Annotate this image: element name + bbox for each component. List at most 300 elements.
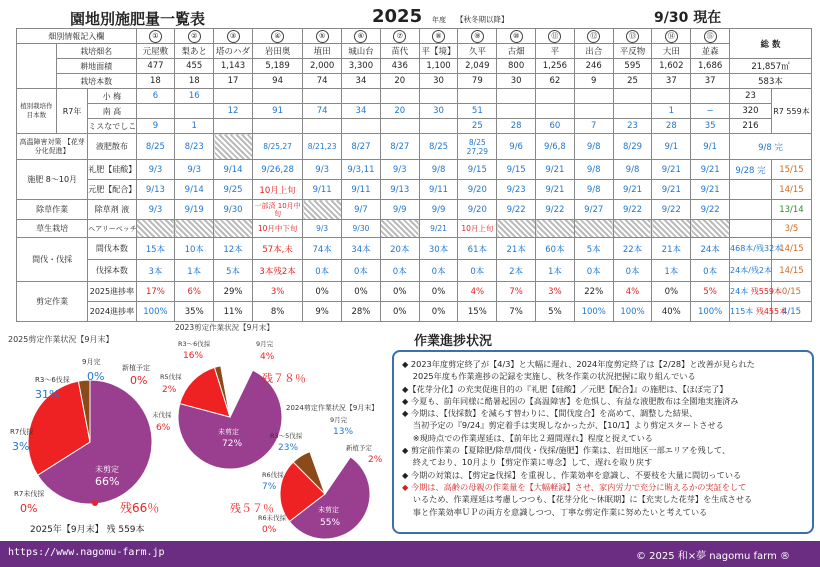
kouon-cell: 9/6,8 xyxy=(536,134,575,160)
kouon-cell: 9/6 xyxy=(497,134,536,160)
count-cell: 30 xyxy=(497,74,536,89)
name-label: 栽培畑名 xyxy=(56,44,136,59)
nanko-cell: 51 xyxy=(458,104,497,119)
ko-cell xyxy=(497,89,536,104)
field-number-circle: ⑫ xyxy=(587,30,600,43)
area-total: 21,857㎡ xyxy=(730,59,812,74)
rei-count: 15/15 xyxy=(771,160,811,180)
field-number xyxy=(303,29,342,44)
moto-cell: 9/21 xyxy=(613,180,652,200)
rei-cell: 9/26,28 xyxy=(252,160,302,180)
weed-cell: 9/22 xyxy=(536,200,575,220)
kouon-cell: 8/25 xyxy=(419,134,458,160)
nanko-cell: 1 xyxy=(652,104,691,119)
pie-2024-new-label: 新植予定 xyxy=(346,444,372,452)
variety-side-label: 植別栽培作目本数 xyxy=(17,89,57,134)
field-number xyxy=(342,29,381,44)
thin-cell: 57本,未 xyxy=(252,238,302,260)
rei-cell: 9/3,11 xyxy=(342,160,381,180)
kouon-total: 9/8 完 xyxy=(730,134,812,160)
prune24-cell: 100% xyxy=(691,302,730,322)
table-row xyxy=(17,119,812,134)
field-number xyxy=(214,29,253,44)
nanko-cell: 91 xyxy=(252,104,302,119)
thin-cell: 24本 xyxy=(691,238,730,260)
thin-cell: 22本 xyxy=(613,238,652,260)
area-cell: 595 xyxy=(613,59,652,74)
count-cell: 94 xyxy=(252,74,302,89)
section-label: 畑別情報記入欄 xyxy=(17,29,137,44)
misu-cell: 7 xyxy=(574,119,613,134)
misu-cell xyxy=(252,119,302,134)
pie-2023-unpruned-pct: 72% xyxy=(222,439,243,449)
field-number-circle: ⑩ xyxy=(510,30,523,43)
grass-cell: 9/30 xyxy=(342,220,381,238)
grass-cell: 9/3 xyxy=(303,220,342,238)
prune24-cell: 9% xyxy=(303,302,342,322)
spacer-cell xyxy=(17,44,57,59)
prune25-count: 0/15 xyxy=(771,282,811,302)
field-number-circle: ③ xyxy=(227,30,240,43)
pie-2023-uncut-label: 未伐採 xyxy=(152,411,172,419)
count-cell: 25 xyxy=(613,74,652,89)
misu-cell xyxy=(303,119,342,134)
thin-cell: 74本 xyxy=(303,238,342,260)
cut-cell: 0本 xyxy=(342,260,381,282)
cut-cell: 0本 xyxy=(574,260,613,282)
table-row xyxy=(17,238,812,260)
weed-cell: 9/30 xyxy=(214,200,253,220)
moto-cell: 10月上旬 xyxy=(252,180,302,200)
moto-cell: 9/8 xyxy=(574,180,613,200)
table-row xyxy=(17,89,812,104)
pie-2025-new-label: 新植予定 xyxy=(122,364,150,372)
area-cell: 436 xyxy=(380,59,419,74)
fertilizer-table xyxy=(16,28,812,322)
moto-cell: 9/23 xyxy=(497,180,536,200)
weed-cell: 9/22 xyxy=(691,200,730,220)
misu-label: ミスなでしこ xyxy=(88,119,136,134)
name-cell: 城山台 xyxy=(342,44,381,59)
name-cell: 岩田奥 xyxy=(252,44,302,59)
thin-count: 14/15 xyxy=(771,238,811,260)
pie-2023-title: 2023剪定作業状況【9月末】 xyxy=(175,323,274,332)
weed-count: 13/14 xyxy=(771,200,811,220)
kouon-cell: 8/25,27 xyxy=(252,134,302,160)
kouon-cell: 8/23 xyxy=(175,134,214,160)
progress-line: 終えており、10月より【剪定作業に専念】して、遅れを取り戻す xyxy=(402,457,653,468)
pie-2023-cut-label: R5伐採 xyxy=(160,373,182,381)
cut-cell: 3本 xyxy=(136,260,175,282)
area-cell: 455 xyxy=(175,59,214,74)
pie-2024-r6u-pct: 0% xyxy=(262,525,277,535)
prune25-cell: 29% xyxy=(214,282,253,302)
grass-cell: 10月上旬 xyxy=(458,220,497,238)
pie-2024-r3-pct: 23% xyxy=(278,443,299,453)
cut-total: 24本/残2本 xyxy=(730,260,772,282)
misu-cell: 25 xyxy=(458,119,497,134)
area-cell: 3,300 xyxy=(342,59,381,74)
prune25-label: 2025進捗率 xyxy=(88,282,136,302)
variety-year: R7年 xyxy=(56,89,87,134)
area-cell: 1,143 xyxy=(214,59,253,74)
ko-cell xyxy=(380,89,419,104)
cut-cell: 0本 xyxy=(691,260,730,282)
prune24-cell: 0% xyxy=(380,302,419,322)
grass-cell: 9/21 xyxy=(419,220,458,238)
weed-cell: 9/3 xyxy=(136,200,175,220)
field-number-circle: ⑥ xyxy=(354,30,367,43)
moto-cell: 9/21 xyxy=(536,180,575,200)
misu-cell: 23 xyxy=(613,119,652,134)
progress-line: 事と作業効率ＵＰの両方を意識しつつ、丁寧な剪定作業に努めたいと考えている xyxy=(402,506,708,517)
name-cell: 久平 xyxy=(458,44,497,59)
prune25-cell: 0% xyxy=(342,282,381,302)
progress-line: ◆ 2023年度剪定終了が【4/3】と大幅に遅れ、2024年度剪定終了は【2/28】と改善が見られた xyxy=(402,359,755,369)
prune24-cell: 100% xyxy=(613,302,652,322)
cut-cell: 1本 xyxy=(652,260,691,282)
footer-url[interactable]: https://www.nagomu-farm.jp xyxy=(8,547,165,558)
area-cell: 246 xyxy=(574,59,613,74)
kouon-cell: 9/1 xyxy=(652,134,691,160)
rei-cell: 9/15 xyxy=(497,160,536,180)
pie-2023-sep-pct: 4% xyxy=(260,352,275,362)
progress-box xyxy=(392,350,814,534)
nanko-cell xyxy=(136,104,175,119)
weed-cell: 9/27 xyxy=(574,200,613,220)
kouon-cell: 8/27 xyxy=(380,134,419,160)
rei-cell: 9/3 xyxy=(303,160,342,180)
name-cell: 梨あと xyxy=(175,44,214,59)
ko-cell xyxy=(214,89,253,104)
table-row xyxy=(17,220,812,238)
nanko-cell xyxy=(613,104,652,119)
field-number xyxy=(419,29,458,44)
progress-line: ※現時点での作業遅延は、【前年比２週間遅れ】程度と捉えている xyxy=(402,432,653,443)
cut-cell: 1本 xyxy=(536,260,575,282)
prune25-cell: 6% xyxy=(175,282,214,302)
grass-count: 3/5 xyxy=(771,220,811,238)
prune25-cell: 0% xyxy=(303,282,342,302)
moto-cell: 9/25 xyxy=(214,180,253,200)
pie-2023-unpruned-label: 未剪定 xyxy=(218,428,239,436)
prune-group-label: 剪定作業 xyxy=(17,282,88,322)
rei-cell: 9/3 xyxy=(136,160,175,180)
grass-cell xyxy=(613,220,652,238)
count-cell: 34 xyxy=(342,74,381,89)
area-cell: 1,256 xyxy=(536,59,575,74)
progress-line: いるため、作業遅延は考慮しつつも、【花芽分化〜休眠期】に【充実した花芽】を生成させる xyxy=(402,494,753,505)
nanko-cell xyxy=(175,104,214,119)
pie-2025-remain: 残66％ xyxy=(120,501,160,515)
count-cell: 20 xyxy=(380,74,419,89)
grass-cell xyxy=(574,220,613,238)
prune24-total xyxy=(730,302,788,322)
pie-2024-title: 2024剪定作業状況【9月末】 xyxy=(286,404,379,412)
field-number xyxy=(458,29,497,44)
thin-cell: 21本 xyxy=(652,238,691,260)
field-number-circle: ① xyxy=(149,30,162,43)
spacer-cell xyxy=(17,74,57,89)
nanko-total: 320 xyxy=(730,104,772,119)
progress-line: ◆ 今夏も、前年同様に酷暑起因の【高温障害】を危惧し、有益な液肥散布は全園地実施済み xyxy=(402,395,739,406)
misu-cell xyxy=(214,119,253,134)
ko-cell xyxy=(652,89,691,104)
field-number-circle: ⑮ xyxy=(704,30,717,43)
pie-2024-r3-label: R3〜5伐採 xyxy=(270,432,303,440)
weed-cell: 9/9 xyxy=(419,200,458,220)
count-cell: 18 xyxy=(136,74,175,89)
grass-cell: 10月中下旬 xyxy=(252,220,302,238)
pie-2025-title: 2025剪定作業状況【9月末】 xyxy=(8,335,114,344)
grass-group: 草生栽培 xyxy=(17,220,88,238)
name-cell: 平反物 xyxy=(613,44,652,59)
prune25-cell: 7% xyxy=(497,282,536,302)
field-number-circle: ⑬ xyxy=(626,30,639,43)
pie-2024-r6-label: R6伐採 xyxy=(262,471,284,479)
field-number-circle: ④ xyxy=(271,30,284,43)
ko-label: 小 梅 xyxy=(88,89,136,104)
weed-group: 除草作業 xyxy=(17,200,88,220)
moto-cell: 9/11 xyxy=(419,180,458,200)
weed-cell: 9/22 xyxy=(613,200,652,220)
field-number xyxy=(380,29,419,44)
field-number-circle: ② xyxy=(188,30,201,43)
weed-cell: 9/7 xyxy=(342,200,381,220)
grass-cell xyxy=(691,220,730,238)
kouon-cell: 8/29 xyxy=(613,134,652,160)
progress-line: 2025年度も作業進捗の記録を実施し、秋冬作業の状況把握に取り組んでいる xyxy=(402,371,696,382)
area-cell: 2,049 xyxy=(458,59,497,74)
kouon-cell: 8/27 xyxy=(342,134,381,160)
nanko-cell: 74 xyxy=(303,104,342,119)
kouon-cell: 8/21,23 xyxy=(303,134,342,160)
weed-cell: 9/9 xyxy=(380,200,419,220)
prune24-cell: 28% xyxy=(342,302,381,322)
weed-cell: 9/19 xyxy=(175,200,214,220)
ko-cell xyxy=(458,89,497,104)
weed-cell: 一部済 10月中旬 xyxy=(252,200,302,220)
weed-label: 除草剤 液 xyxy=(88,200,136,220)
prune25-cell: 5% xyxy=(691,282,730,302)
field-number-circle: ⑤ xyxy=(316,30,329,43)
prune25-cell: 4% xyxy=(613,282,652,302)
field-number xyxy=(136,29,175,44)
name-cell: 苗代 xyxy=(380,44,419,59)
count-cell: 9 xyxy=(574,74,613,89)
rei-cell: 9/3 xyxy=(380,160,419,180)
field-number xyxy=(574,29,613,44)
pie-2024-new-pct: 2% xyxy=(368,455,383,465)
name-cell: 元屋敷 xyxy=(136,44,175,59)
count-cell: 30 xyxy=(419,74,458,89)
progress-line: ◆ 剪定前作業の【夏除肥/除草/間伐・伐採/施肥】作業は、岩田地区一部エリアを残して、 xyxy=(402,445,731,456)
total-header: 総 数 xyxy=(730,29,812,59)
prune24-cell: 5% xyxy=(536,302,575,322)
prune-remain: 残455本 xyxy=(755,307,788,316)
nanko-label: 南 高 xyxy=(88,104,136,119)
count-total: 583本 xyxy=(730,74,812,89)
thin-total: 468本/残32本 xyxy=(730,238,772,260)
grass-cell xyxy=(214,220,253,238)
ko-cell xyxy=(252,89,302,104)
cut-cell: 0本 xyxy=(380,260,419,282)
pie-2024-unpruned-label: 未剪定 xyxy=(318,506,339,514)
progress-line: ◆ 今期は、【伐採数】を減らす替わりに、【間伐度合】を高めて、調整した結果、 xyxy=(402,408,698,419)
table-row xyxy=(17,160,812,180)
count-cell: 37 xyxy=(652,74,691,89)
rei-cell: 9/21 xyxy=(652,160,691,180)
cut-cell: 0本 xyxy=(419,260,458,282)
pie-2025-caption: 2025年【9月末】 残 559本 xyxy=(30,525,145,535)
name-cell: 平【境】 xyxy=(419,44,458,59)
pie-2024-remain: 残５７％ xyxy=(230,502,274,515)
name-cell: 大田 xyxy=(652,44,691,59)
moto-total xyxy=(730,180,772,200)
pie-2024-unpruned-pct: 55% xyxy=(320,518,341,528)
moto-label: 元肥【配合】 xyxy=(88,180,136,200)
ko-total: 23 xyxy=(730,89,772,104)
rei-cell: 9/8 xyxy=(574,160,613,180)
season-label: 【秋冬期以降】 xyxy=(456,15,509,24)
ko-cell xyxy=(342,89,381,104)
area-cell: 1,602 xyxy=(652,59,691,74)
thin-label: 間伐本数 xyxy=(88,238,136,260)
thin-group-label: 間伐・伐採 xyxy=(17,238,88,282)
field-number xyxy=(691,29,730,44)
footer xyxy=(0,541,820,567)
thin-cell: 30本 xyxy=(419,238,458,260)
kouon-cell: 9/8 xyxy=(574,134,613,160)
moto-cell: 9/13 xyxy=(380,180,419,200)
pie-2023-r3-pct: 16% xyxy=(183,351,204,361)
table-row xyxy=(17,104,812,119)
prune25-cell: 22% xyxy=(574,282,613,302)
prune25-cell: 3% xyxy=(536,282,575,302)
count-cell: 74 xyxy=(303,74,342,89)
field-number-circle: ⑦ xyxy=(393,30,406,43)
ko-cell xyxy=(574,89,613,104)
r7-total: R7 559本 xyxy=(771,89,811,134)
count-cell: 37 xyxy=(691,74,730,89)
count-label: 栽培本数 xyxy=(56,74,136,89)
table-row xyxy=(17,180,812,200)
nanko-cell xyxy=(497,104,536,119)
year-label: 2025 xyxy=(372,6,423,27)
pie-2023-uncut-pct: 6% xyxy=(156,423,171,433)
moto-cell: 9/21 xyxy=(652,180,691,200)
prune-remain: 残559本 xyxy=(750,287,783,296)
ko-cell xyxy=(303,89,342,104)
ko-cell xyxy=(613,89,652,104)
weed-cell: 9/20 xyxy=(458,200,497,220)
moto-cell: 9/11 xyxy=(342,180,381,200)
field-number-circle: ⑪ xyxy=(548,30,561,43)
cut-cell: 0本 xyxy=(303,260,342,282)
year-word: 年度 xyxy=(432,16,446,24)
kouon-cell xyxy=(214,134,253,160)
nanko-cell: − xyxy=(691,104,730,119)
pie-2023-sep-label: 9月完 xyxy=(256,340,274,348)
cut-cell: 3本残2本 xyxy=(252,260,302,282)
nanko-cell: 20 xyxy=(380,104,419,119)
thin-cell: 21本 xyxy=(497,238,536,260)
count-cell: 17 xyxy=(214,74,253,89)
name-cell: 並森 xyxy=(691,44,730,59)
prune24-cell: 15% xyxy=(458,302,497,322)
prune25-cell: 0% xyxy=(419,282,458,302)
table-row xyxy=(17,302,812,322)
pie-2025-sep-pct: 0% xyxy=(87,370,105,383)
prune24-cell: 8% xyxy=(252,302,302,322)
table-row xyxy=(17,260,812,282)
field-number-circle: ⑭ xyxy=(665,30,678,43)
status-date: 9/30 現在 xyxy=(654,10,722,26)
prune24-cell: 100% xyxy=(136,302,175,322)
nanko-cell xyxy=(536,104,575,119)
grass-cell xyxy=(175,220,214,238)
rei-label: 礼肥【硅酸】 xyxy=(88,160,136,180)
moto-cell: 9/21 xyxy=(691,180,730,200)
grass-cell xyxy=(380,220,419,238)
thin-cell: 20本 xyxy=(380,238,419,260)
pie-2025-r7-label: R7伐採 xyxy=(10,428,34,436)
progress-line: 当初予定の『9/24』剪定着手は実現しなかったが、【10/1】より剪定スタートさせる xyxy=(402,420,724,431)
field-number xyxy=(536,29,575,44)
pie-2024-r6u-label: R6未伐採 xyxy=(258,514,287,522)
misu-cell: 28 xyxy=(497,119,536,134)
progress-line: ◆ 今期は、高齢の母親の作業量を【大幅軽減】させ、家内労力で充分に賄えるかの実証をして xyxy=(402,481,747,492)
weed-cell: 9/22 xyxy=(652,200,691,220)
misu-cell: 35 xyxy=(691,119,730,134)
rei-cell: 9/15 xyxy=(458,160,497,180)
pie-2025-sep-label: 9月完 xyxy=(82,358,101,366)
pie-2025-r3-pct: 31% xyxy=(35,388,60,401)
name-cell: 塔のハダ xyxy=(214,44,253,59)
moto-cell: 9/11 xyxy=(303,180,342,200)
pie-2024-r6-pct: 7% xyxy=(262,482,277,492)
cut-cell: 5本 xyxy=(214,260,253,282)
cut-cell: 0本 xyxy=(458,260,497,282)
grass-cell xyxy=(136,220,175,238)
nanko-cell xyxy=(574,104,613,119)
cut-count: 14/15 xyxy=(771,260,811,282)
area-label: 耕地面積 xyxy=(56,59,136,74)
grass-cell xyxy=(536,220,575,238)
misu-cell: 28 xyxy=(652,119,691,134)
field-number xyxy=(613,29,652,44)
table-row xyxy=(17,134,812,160)
rei-cell: 9/8 xyxy=(613,160,652,180)
cut-cell: 0本 xyxy=(613,260,652,282)
prune-done: 115本 xyxy=(730,307,756,316)
name-cell: 出合 xyxy=(574,44,613,59)
pie-2023-cut-pct: 2% xyxy=(162,385,177,395)
area-cell: 800 xyxy=(497,59,536,74)
prune24-count: 4/15 xyxy=(771,302,811,322)
kouon-cell: 8/25 xyxy=(136,134,175,160)
rei-cell: 9/21 xyxy=(691,160,730,180)
thin-cell: 15本 xyxy=(136,238,175,260)
prune25-cell: 17% xyxy=(136,282,175,302)
field-number xyxy=(175,29,214,44)
thin-cell: 5本 xyxy=(574,238,613,260)
prune25-cell: 0% xyxy=(380,282,419,302)
area-cell: 477 xyxy=(136,59,175,74)
count-cell: 18 xyxy=(175,74,214,89)
field-number xyxy=(252,29,302,44)
footer-copyright: © 2025 和×夢 nagomu farm ® xyxy=(635,551,790,562)
